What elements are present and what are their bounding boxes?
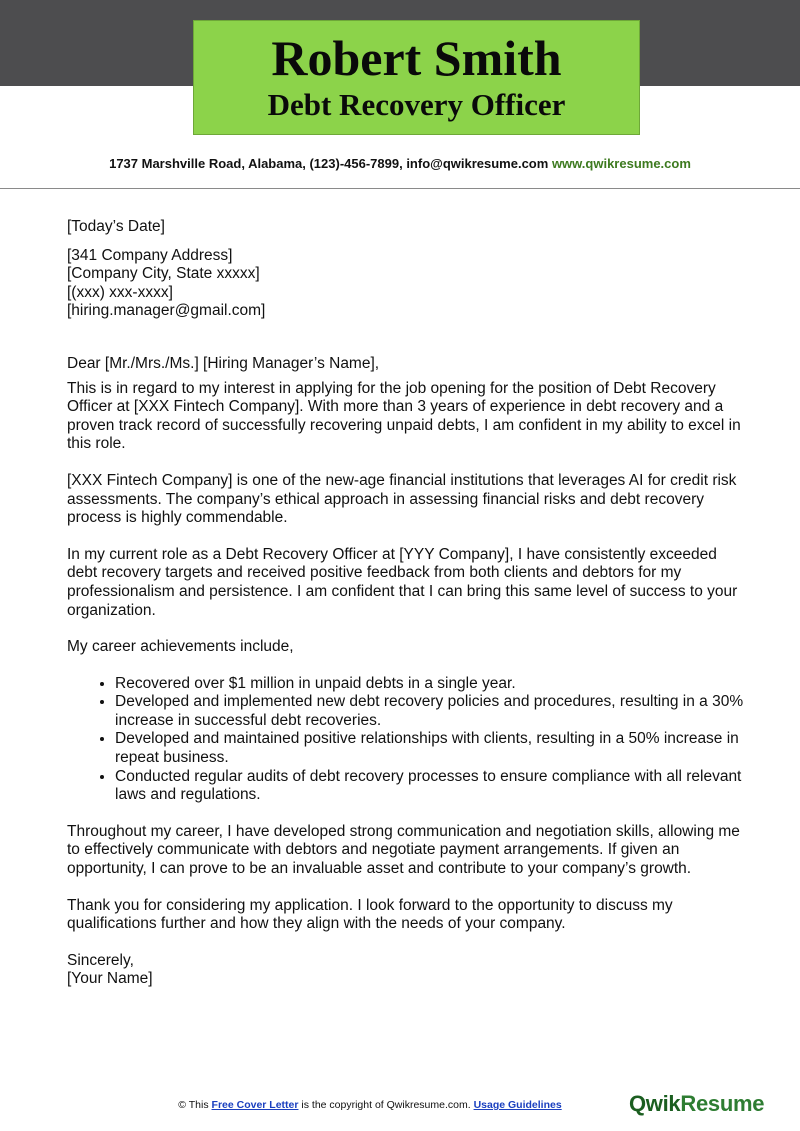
header-divider — [0, 188, 800, 189]
address-line: [hiring.manager@gmail.com] — [67, 302, 266, 320]
paragraph: In my current role as a Debt Recovery Officer at [YYY Company], I have consistently exceeded debt recovery targets and received positive feedback from both clients and debtors for my professionalism and persistence. I am confident that I can bring this same level of success to your organization. — [67, 545, 738, 619]
paragraph: [XXX Fintech Company] is one of the new-age financial institutions that leverages AI for credit risk assessments. The company’s ethical approach in assessing financial risks and debt recovery process is highly commendable. — [67, 471, 737, 527]
footer-copyright: is the copyright of Qwikresume.com. — [301, 1099, 471, 1111]
list-item: • Conducted regular audits of debt recovery processes to ensure compliance with all relevant laws and regulations. — [115, 768, 747, 805]
list-item: • Developed and maintained positive relationships with clients, resulting in a 50% increase in repeat business. — [115, 730, 747, 767]
address-line: [(xxx) xxx-xxxx] — [67, 283, 173, 301]
signoff: Sincerely, — [67, 951, 134, 969]
paragraph: Thank you for considering my application. I look forward to the opportunity to discuss my qualifications further and how they align with the needs of your company. — [67, 896, 673, 933]
paragraph: Throughout my career, I have developed strong communication and negotiation skills, allowing me to effectively communicate with debtors and negotiate payment arrangements. If given an opportunity, I can prove to be an invaluable asset and contribute to your company’s growth. — [67, 822, 740, 878]
letter-date: [Today’s Date] — [67, 218, 165, 235]
logo-qwik: Qwik — [629, 1091, 681, 1116]
paragraph: My career achievements include, — [67, 638, 294, 656]
free-cover-letter-link[interactable]: Free Cover Letter — [211, 1099, 299, 1111]
address-line: [Company City, State xxxxx] — [67, 265, 260, 283]
qwikresume-logo — [629, 1091, 764, 1117]
name-banner — [193, 20, 640, 135]
signature: [Your Name] — [67, 970, 153, 988]
list-item: • Developed and implemented new debt recovery policies and procedures, resulting in a 30% increase in successful debt recoveries. — [115, 693, 747, 730]
list-item: • Recovered over $1 million in unpaid debts in a single year. — [115, 675, 747, 694]
paragraph: This is in regard to my interest in applying for the job opening for the position of Debt Recovery Officer at [XXX Fintech Company]. With more than 3 years of experience in debt recovery and a proven track record of successfully recovering unpaid debts, I am confident in my ability to excel in this role. — [67, 379, 741, 453]
letter-body — [67, 218, 747, 989]
address-line: [341 Company Address] — [67, 246, 233, 264]
contact-details: 1737 Marshville Road, Alabama, (123)-456-7899, info@qwikresume.com — [109, 156, 549, 171]
logo-resume: Resume — [680, 1091, 765, 1116]
contact-line — [0, 156, 800, 171]
achievements-list — [67, 675, 747, 805]
footer-prefix: © This — [178, 1099, 209, 1111]
salutation: Dear [Mr./Mrs./Ms.] [Hiring Manager’s Name], — [67, 354, 380, 372]
applicant-name: Robert Smith — [271, 30, 562, 86]
job-title: Debt Recovery Officer — [267, 87, 566, 122]
usage-guidelines-link[interactable]: Usage Guidelines — [473, 1099, 562, 1111]
website-link[interactable]: www.qwikresume.com — [551, 156, 691, 171]
